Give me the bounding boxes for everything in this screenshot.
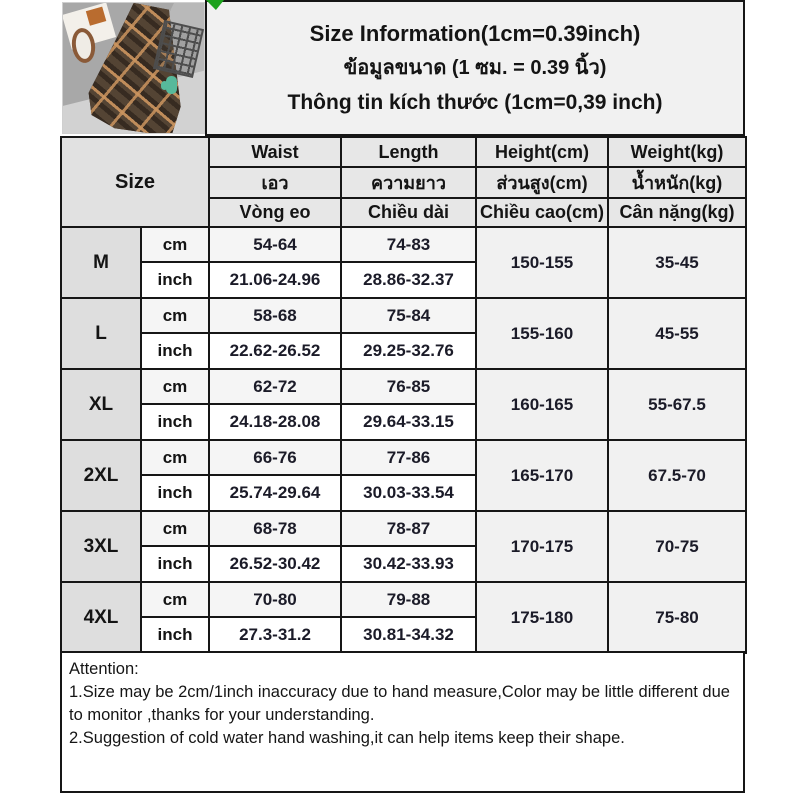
title-vietnamese: Thông tin kích thước (1cm=0,39 inch)	[287, 91, 663, 114]
unit-label: inch	[141, 404, 209, 440]
length-inch-value: 28.86-32.37	[341, 262, 476, 298]
waist-cm-value: 68-78	[209, 511, 341, 546]
length-inch-value: 30.81-34.32	[341, 617, 476, 653]
attention-title: Attention:	[69, 660, 139, 678]
length-cm-value: 77-86	[341, 440, 476, 475]
unit-label: inch	[141, 262, 209, 298]
waist-cm-value: 70-80	[209, 582, 341, 617]
waist-cm-value: 58-68	[209, 298, 341, 333]
length-inch-value: 30.42-33.93	[341, 546, 476, 582]
waist-inch-value: 26.52-30.42	[209, 546, 341, 582]
weight-value: 75-80	[608, 582, 746, 653]
size-label: 2XL	[61, 440, 141, 511]
product-photo	[62, 2, 205, 134]
length-cm-value: 79-88	[341, 582, 476, 617]
attention-line-3: 2.Suggestion of cold water hand washing,it can help items keep their shape.	[69, 729, 625, 747]
waist-inch-value: 24.18-28.08	[209, 404, 341, 440]
length-cm-value: 78-87	[341, 511, 476, 546]
weight-value: 70-75	[608, 511, 746, 582]
attention-line-1: 1.Size may be 2cm/1inch inaccuracy due to hand measure,Color may be little different due	[69, 683, 730, 701]
size-label: L	[61, 298, 141, 369]
col-header-weight-en: Weight(kg)	[608, 137, 746, 167]
table-row	[61, 440, 746, 475]
table-row	[61, 582, 746, 617]
waist-cm-value: 66-76	[209, 440, 341, 475]
size-info-header	[205, 0, 745, 136]
title-english: Size Information(1cm=0.39inch)	[309, 21, 641, 46]
col-header-length-vi: Chiều dài	[341, 198, 476, 227]
col-header-weight-vi: Cân nặng(kg)	[608, 198, 746, 227]
title-thai: ข้อมูลขนาด (1 ซม. = 0.39 นิ้ว)	[343, 57, 607, 79]
size-header-cell: Size	[61, 137, 209, 227]
length-cm-value: 74-83	[341, 227, 476, 262]
waist-inch-value: 25.74-29.64	[209, 475, 341, 511]
col-header-height-en: Height(cm)	[476, 137, 608, 167]
weight-value: 35-45	[608, 227, 746, 298]
table-row	[61, 511, 746, 546]
unit-label: inch	[141, 333, 209, 369]
height-value: 150-155	[476, 227, 608, 298]
size-label: XL	[61, 369, 141, 440]
unit-label: inch	[141, 617, 209, 653]
waist-cm-value: 54-64	[209, 227, 341, 262]
unit-label: cm	[141, 227, 209, 262]
unit-label: cm	[141, 582, 209, 617]
cactus-graphic	[166, 76, 177, 94]
size-label: 4XL	[61, 582, 141, 653]
unit-label: cm	[141, 298, 209, 333]
length-inch-value: 29.64-33.15	[341, 404, 476, 440]
length-inch-value: 29.25-32.76	[341, 333, 476, 369]
weight-value: 67.5-70	[608, 440, 746, 511]
size-label: 3XL	[61, 511, 141, 582]
length-cm-value: 75-84	[341, 298, 476, 333]
unit-label: inch	[141, 475, 209, 511]
table-row	[61, 369, 746, 404]
unit-label: cm	[141, 440, 209, 475]
unit-label: cm	[141, 511, 209, 546]
unit-label: cm	[141, 369, 209, 404]
col-header-height-vi: Chiều cao(cm)	[476, 198, 608, 227]
height-value: 165-170	[476, 440, 608, 511]
weight-value: 55-67.5	[608, 369, 746, 440]
weight-value: 45-55	[608, 298, 746, 369]
waist-inch-value: 22.62-26.52	[209, 333, 341, 369]
size-table	[60, 136, 747, 654]
attention-line-2: to monitor ,thanks for your understanding.	[69, 706, 375, 724]
col-header-waist-en: Waist	[209, 137, 341, 167]
col-header-height-th: ส่วนสูง(cm)	[476, 167, 608, 198]
height-value: 175-180	[476, 582, 608, 653]
waist-cm-value: 62-72	[209, 369, 341, 404]
waist-inch-value: 27.3-31.2	[209, 617, 341, 653]
attention-notes	[60, 651, 745, 793]
waist-inch-value: 21.06-24.96	[209, 262, 341, 298]
table-row	[61, 227, 746, 262]
height-value: 155-160	[476, 298, 608, 369]
height-value: 170-175	[476, 511, 608, 582]
unit-label: inch	[141, 546, 209, 582]
col-header-length-en: Length	[341, 137, 476, 167]
table-row	[61, 298, 746, 333]
col-header-weight-th: น้ำหนัก(kg)	[608, 167, 746, 198]
length-inch-value: 30.03-33.54	[341, 475, 476, 511]
col-header-length-th: ความยาว	[341, 167, 476, 198]
table-header-row-en	[61, 137, 746, 167]
col-header-waist-th: เอว	[209, 167, 341, 198]
height-value: 160-165	[476, 369, 608, 440]
length-cm-value: 76-85	[341, 369, 476, 404]
col-header-waist-vi: Vòng eo	[209, 198, 341, 227]
size-label: M	[61, 227, 141, 298]
